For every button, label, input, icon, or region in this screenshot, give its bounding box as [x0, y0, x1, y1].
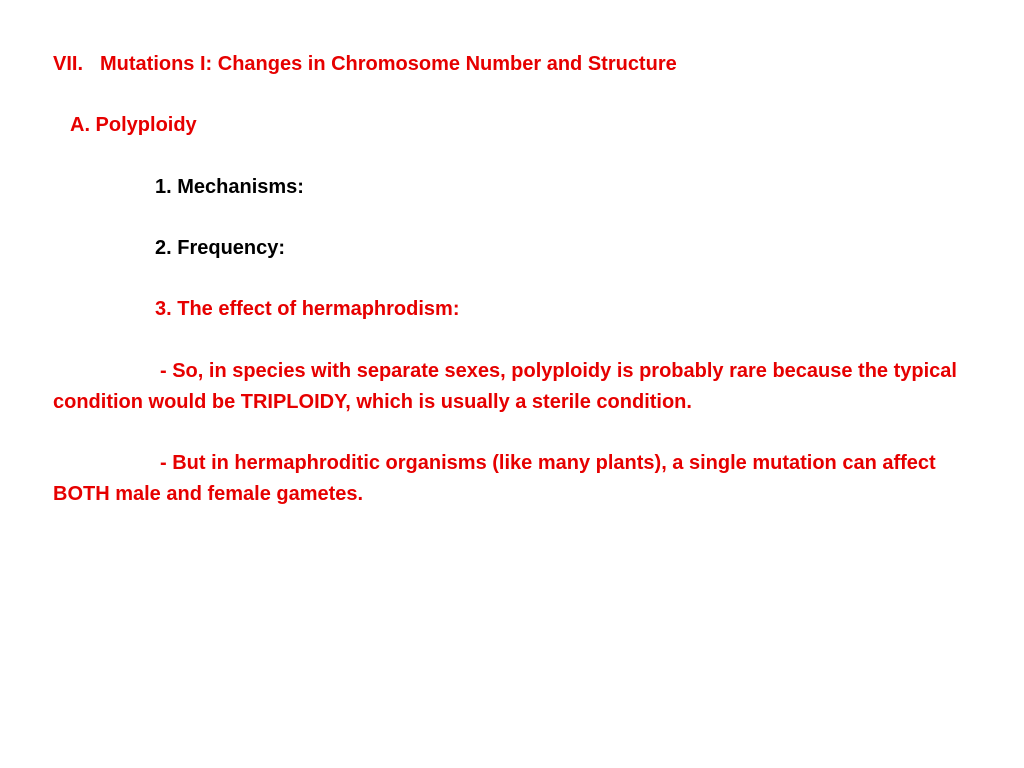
paragraph-separate-sexes: [53, 356, 968, 418]
paragraph-separate-sexes-text: - So, in species with separate sexes, polyploidy is probably rare because the typical condition would be TRIPLOIDY, which is usually a sterile condition.: [53, 360, 957, 413]
paragraph-hermaphroditic-text: - But in hermaphroditic organisms (like many plants), a single mutation can affect BOTH male and female gametes.: [53, 452, 936, 505]
subheading-polyploidy: A. Polyploidy: [70, 114, 197, 136]
section-title: Mutations I: Changes in Chromosome Number and Structure: [100, 53, 677, 75]
item-mechanisms: 1. Mechanisms:: [155, 176, 304, 198]
item-hermaphrodism: 3. The effect of hermaphrodism:: [155, 298, 460, 320]
item-frequency: 2. Frequency:: [155, 237, 286, 259]
paragraph-hermaphroditic: [53, 448, 968, 510]
section-number: VII.: [53, 53, 84, 75]
section-heading: [53, 49, 677, 80]
